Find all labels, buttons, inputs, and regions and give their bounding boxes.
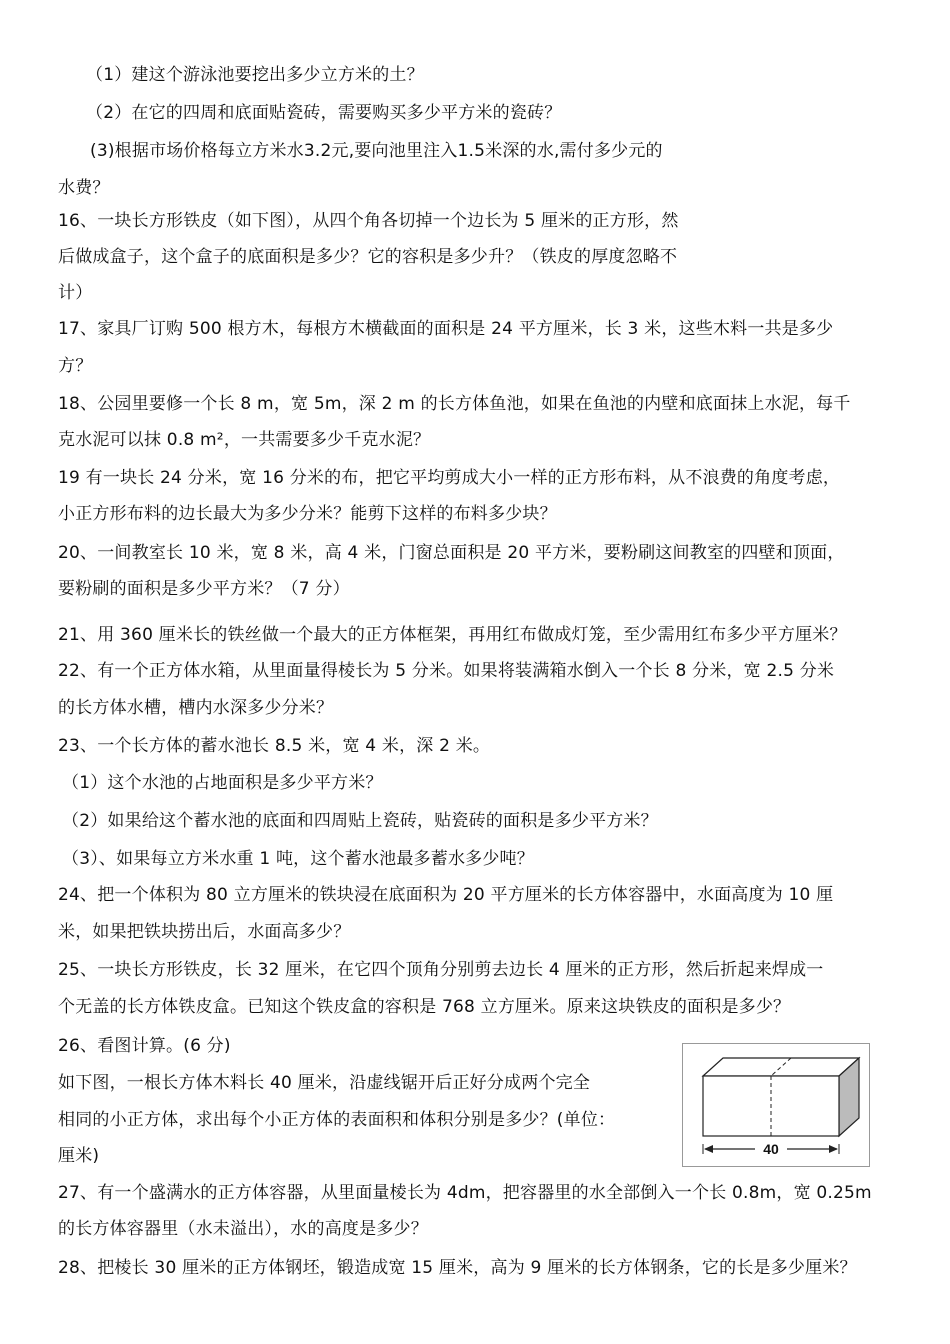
question-line: 相同的小正方体，求出每个小正方体的表面积和体积分别是多少？(单位：	[58, 1110, 616, 1130]
question-line: 16、一块长方形铁皮（如下图），从四个角各切掉一个边长为 5 厘米的正方形，然	[58, 211, 679, 231]
question-line: 28、把棱长 30 厘米的正方体钢坯，锻造成宽 15 厘米，高为 9 厘米的长方体钢条，它的长是多少厘米？	[58, 1258, 857, 1278]
question-line: 个无盖的长方体铁皮盒。已知这个铁皮盒的容积是 768 立方厘米。原来这块铁皮的面积是多少？	[58, 997, 791, 1017]
question-line: 21、用 360 厘米长的铁丝做一个最大的正方体框架，再用红布做成灯笼，至少需用红布多少平方厘米？	[58, 625, 847, 645]
question-line: 厘米)	[58, 1146, 100, 1166]
question-line: 要粉刷的面积是多少平方米？（7 分）	[58, 579, 350, 599]
question-line: 26、看图计算。(6 分)	[58, 1036, 231, 1056]
question-line: 19 有一块长 24 分米，宽 16 分米的布，把它平均剪成大小一样的正方形布料，从不浪费的角度考虑，	[58, 468, 841, 488]
question-line: 25、一块长方形铁皮，长 32 厘米，在它四个顶角分别剪去边长 4 厘米的正方形，然后折起来焊成一	[58, 960, 824, 980]
question-line: 方？	[58, 356, 93, 376]
question-line: 克水泥可以抹 0.8 m²，一共需要多少千克水泥？	[58, 430, 431, 450]
question-line: （2）如果给这个蓄水池的底面和四周贴上瓷砖，贴瓷砖的面积是多少平方米？	[62, 811, 658, 831]
arrow-right-icon	[829, 1145, 838, 1153]
question-line: 的长方体水槽，槽内水深多少分米？	[58, 698, 334, 718]
arrow-left-icon	[704, 1145, 713, 1153]
cuboid-diagram	[683, 1044, 869, 1166]
question-line: 的长方体容器里（水未溢出），水的高度是多少？	[58, 1219, 428, 1239]
cuboid-top-face	[703, 1058, 859, 1076]
question-line: 米，如果把铁块捞出后，水面高多少？	[58, 922, 351, 942]
question-line: 17、家具厂订购 500 根方木，每根方木横截面的面积是 24 平方厘米，长 3 米，这些木料一共是多少	[58, 319, 834, 339]
question-line: （1）建这个游泳池要挖出多少立方米的土？	[86, 65, 424, 85]
question-line: 20、一间教室长 10 米，宽 8 米，高 4 米，门窗总面积是 20 平方米，要粉刷这间教室的四壁和顶面，	[58, 543, 845, 563]
question-line: (3)根据市场价格每立方米水3.2元,要向池里注入1.5米深的水,需付多少元的	[90, 141, 663, 161]
question-line: （1）这个水池的占地面积是多少平方米？	[62, 773, 383, 793]
question-line: （3）、如果每立方米水重 1 吨，这个蓄水池最多蓄水多少吨？	[62, 849, 534, 869]
question-line: 后做成盒子，这个盒子的底面积是多少？它的容积是多少升？（铁皮的厚度忽略不	[58, 247, 678, 267]
question-line: 小正方形布料的边长最大为多少分米？能剪下这样的布料多少块？	[58, 504, 557, 524]
question-line: 22、有一个正方体水箱，从里面量得棱长为 5 分米。如果将装满箱水倒入一个长 8 分米，宽 2.5 分米	[58, 661, 835, 681]
question-line: （2）在它的四周和底面贴瓷砖，需要购买多少平方米的瓷砖？	[86, 103, 562, 123]
dimension-label: 40	[763, 1141, 779, 1157]
question-line: 水费？	[58, 178, 110, 198]
question-line: 如下图，一根长方体木料长 40 厘米，沿虚线锯开后正好分成两个完全	[58, 1073, 591, 1093]
cuboid-figure	[682, 1043, 870, 1167]
question-line: 27、有一个盛满水的正方体容器，从里面量棱长为 4dm，把容器里的水全部倒入一个长 0.8m，宽 0.25m	[58, 1183, 872, 1203]
question-line: 24、把一个体积为 80 立方厘米的铁块浸在底面积为 20 平方厘米的长方体容器中，水面高度为 10 厘	[58, 885, 834, 905]
question-line: 18、公园里要修一个长 8 m，宽 5m，深 2 m 的长方体鱼池，如果在鱼池的内壁和底面抹上水泥，每千	[58, 394, 851, 414]
question-line: 23、一个长方体的蓄水池长 8.5 米，宽 4 米，深 2 米。	[58, 736, 491, 756]
question-line: 计）	[58, 283, 93, 303]
